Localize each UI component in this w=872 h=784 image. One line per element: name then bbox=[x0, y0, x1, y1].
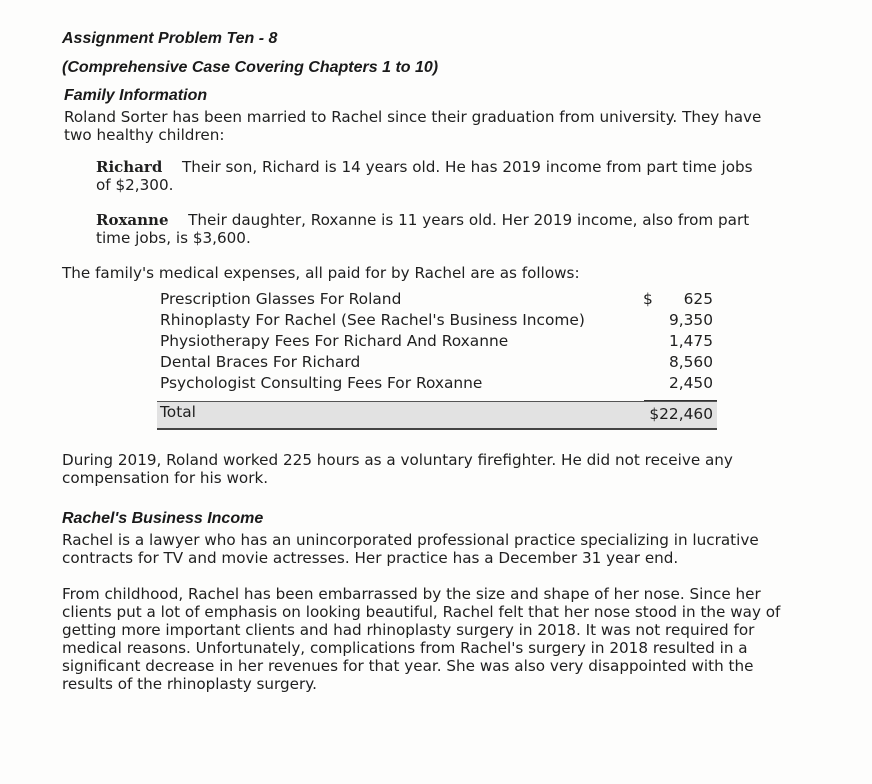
medical-item-label: Rhinoplasty For Rachel (See Rachel's Business Income) bbox=[160, 311, 585, 329]
family-intro-line: two healthy children: bbox=[64, 126, 225, 144]
child-richard bbox=[96, 158, 753, 194]
paragraph-line: results of the rhinoplasty surgery. bbox=[62, 675, 317, 693]
paragraph-line: significant decrease in her revenues for that year. She was also very disappointed with the bbox=[62, 657, 754, 675]
medical-item-label: Dental Braces For Richard bbox=[160, 353, 361, 371]
business-paragraph-2 bbox=[62, 585, 780, 693]
medical-item-amount: 9,350 bbox=[668, 311, 713, 329]
paragraph-line: During 2019, Roland worked 225 hours as a voluntary firefighter. He did not receive any bbox=[62, 451, 733, 469]
family-intro bbox=[64, 108, 761, 144]
business-income-heading: Rachel's Business Income bbox=[62, 510, 264, 527]
total-label: Total bbox=[160, 403, 196, 421]
medical-item-label: Psychologist Consulting Fees For Roxanne bbox=[160, 374, 483, 392]
firefighter-paragraph bbox=[62, 451, 733, 487]
family-intro-line: Roland Sorter has been married to Rachel since their graduation from university. They have bbox=[64, 108, 762, 126]
business-paragraph-1 bbox=[62, 531, 759, 567]
child-description: Their daughter, Roxanne is 11 years old. Her 2019 income, also from part bbox=[188, 211, 750, 229]
medical-item-amount: 2,450 bbox=[668, 374, 713, 392]
assignment-subtitle: (Comprehensive Case Covering Chapters 1 to 10) bbox=[62, 59, 439, 76]
child-description: Their son, Richard is 14 years old. He has 2019 income from part time jobs bbox=[181, 158, 753, 176]
medical-item-amount: 1,475 bbox=[668, 332, 713, 350]
medical-item-label: Prescription Glasses For Roland bbox=[160, 290, 402, 308]
child-name: Richard bbox=[96, 158, 163, 176]
paragraph-line: compensation for his work. bbox=[62, 469, 269, 487]
medical-item-label: Physiotherapy Fees For Richard And Roxanne bbox=[160, 332, 509, 350]
paragraph-line: getting more important clients and had rhinoplasty surgery in 2018. It was not required for bbox=[62, 621, 755, 639]
paragraph-line: contracts for TV and movie actresses. Her practice has a December 31 year end. bbox=[62, 549, 679, 567]
total-rule bbox=[644, 400, 717, 401]
child-description-cont: time jobs, is $3,600. bbox=[96, 229, 251, 247]
currency-symbol: $ bbox=[643, 290, 653, 308]
medical-item-amount: 8,560 bbox=[668, 353, 713, 371]
total-amount: $22,460 bbox=[649, 405, 713, 423]
child-description-cont: of $2,300. bbox=[96, 176, 174, 194]
paragraph-line: medical reasons. Unfortunately, complications from Rachel's surgery in 2018 resulted in a bbox=[62, 639, 748, 657]
child-roxanne bbox=[96, 211, 749, 247]
child-name: Roxanne bbox=[96, 211, 169, 229]
medical-intro: The family's medical expenses, all paid for by Rachel are as follows: bbox=[62, 264, 580, 282]
family-info-heading: Family Information bbox=[64, 87, 208, 104]
paragraph-line: clients put a lot of emphasis on looking beautiful, Rachel felt that her nose stood in the way of bbox=[62, 603, 781, 621]
paragraph-line: Rachel is a lawyer who has an unincorporated professional practice specializing in lucrative bbox=[62, 531, 759, 549]
paragraph-line: From childhood, Rachel has been embarrassed by the size and shape of her nose. Since her bbox=[62, 585, 761, 603]
assignment-title: Assignment Problem Ten - 8 bbox=[62, 30, 278, 47]
medical-item-amount: 625 bbox=[683, 290, 713, 308]
